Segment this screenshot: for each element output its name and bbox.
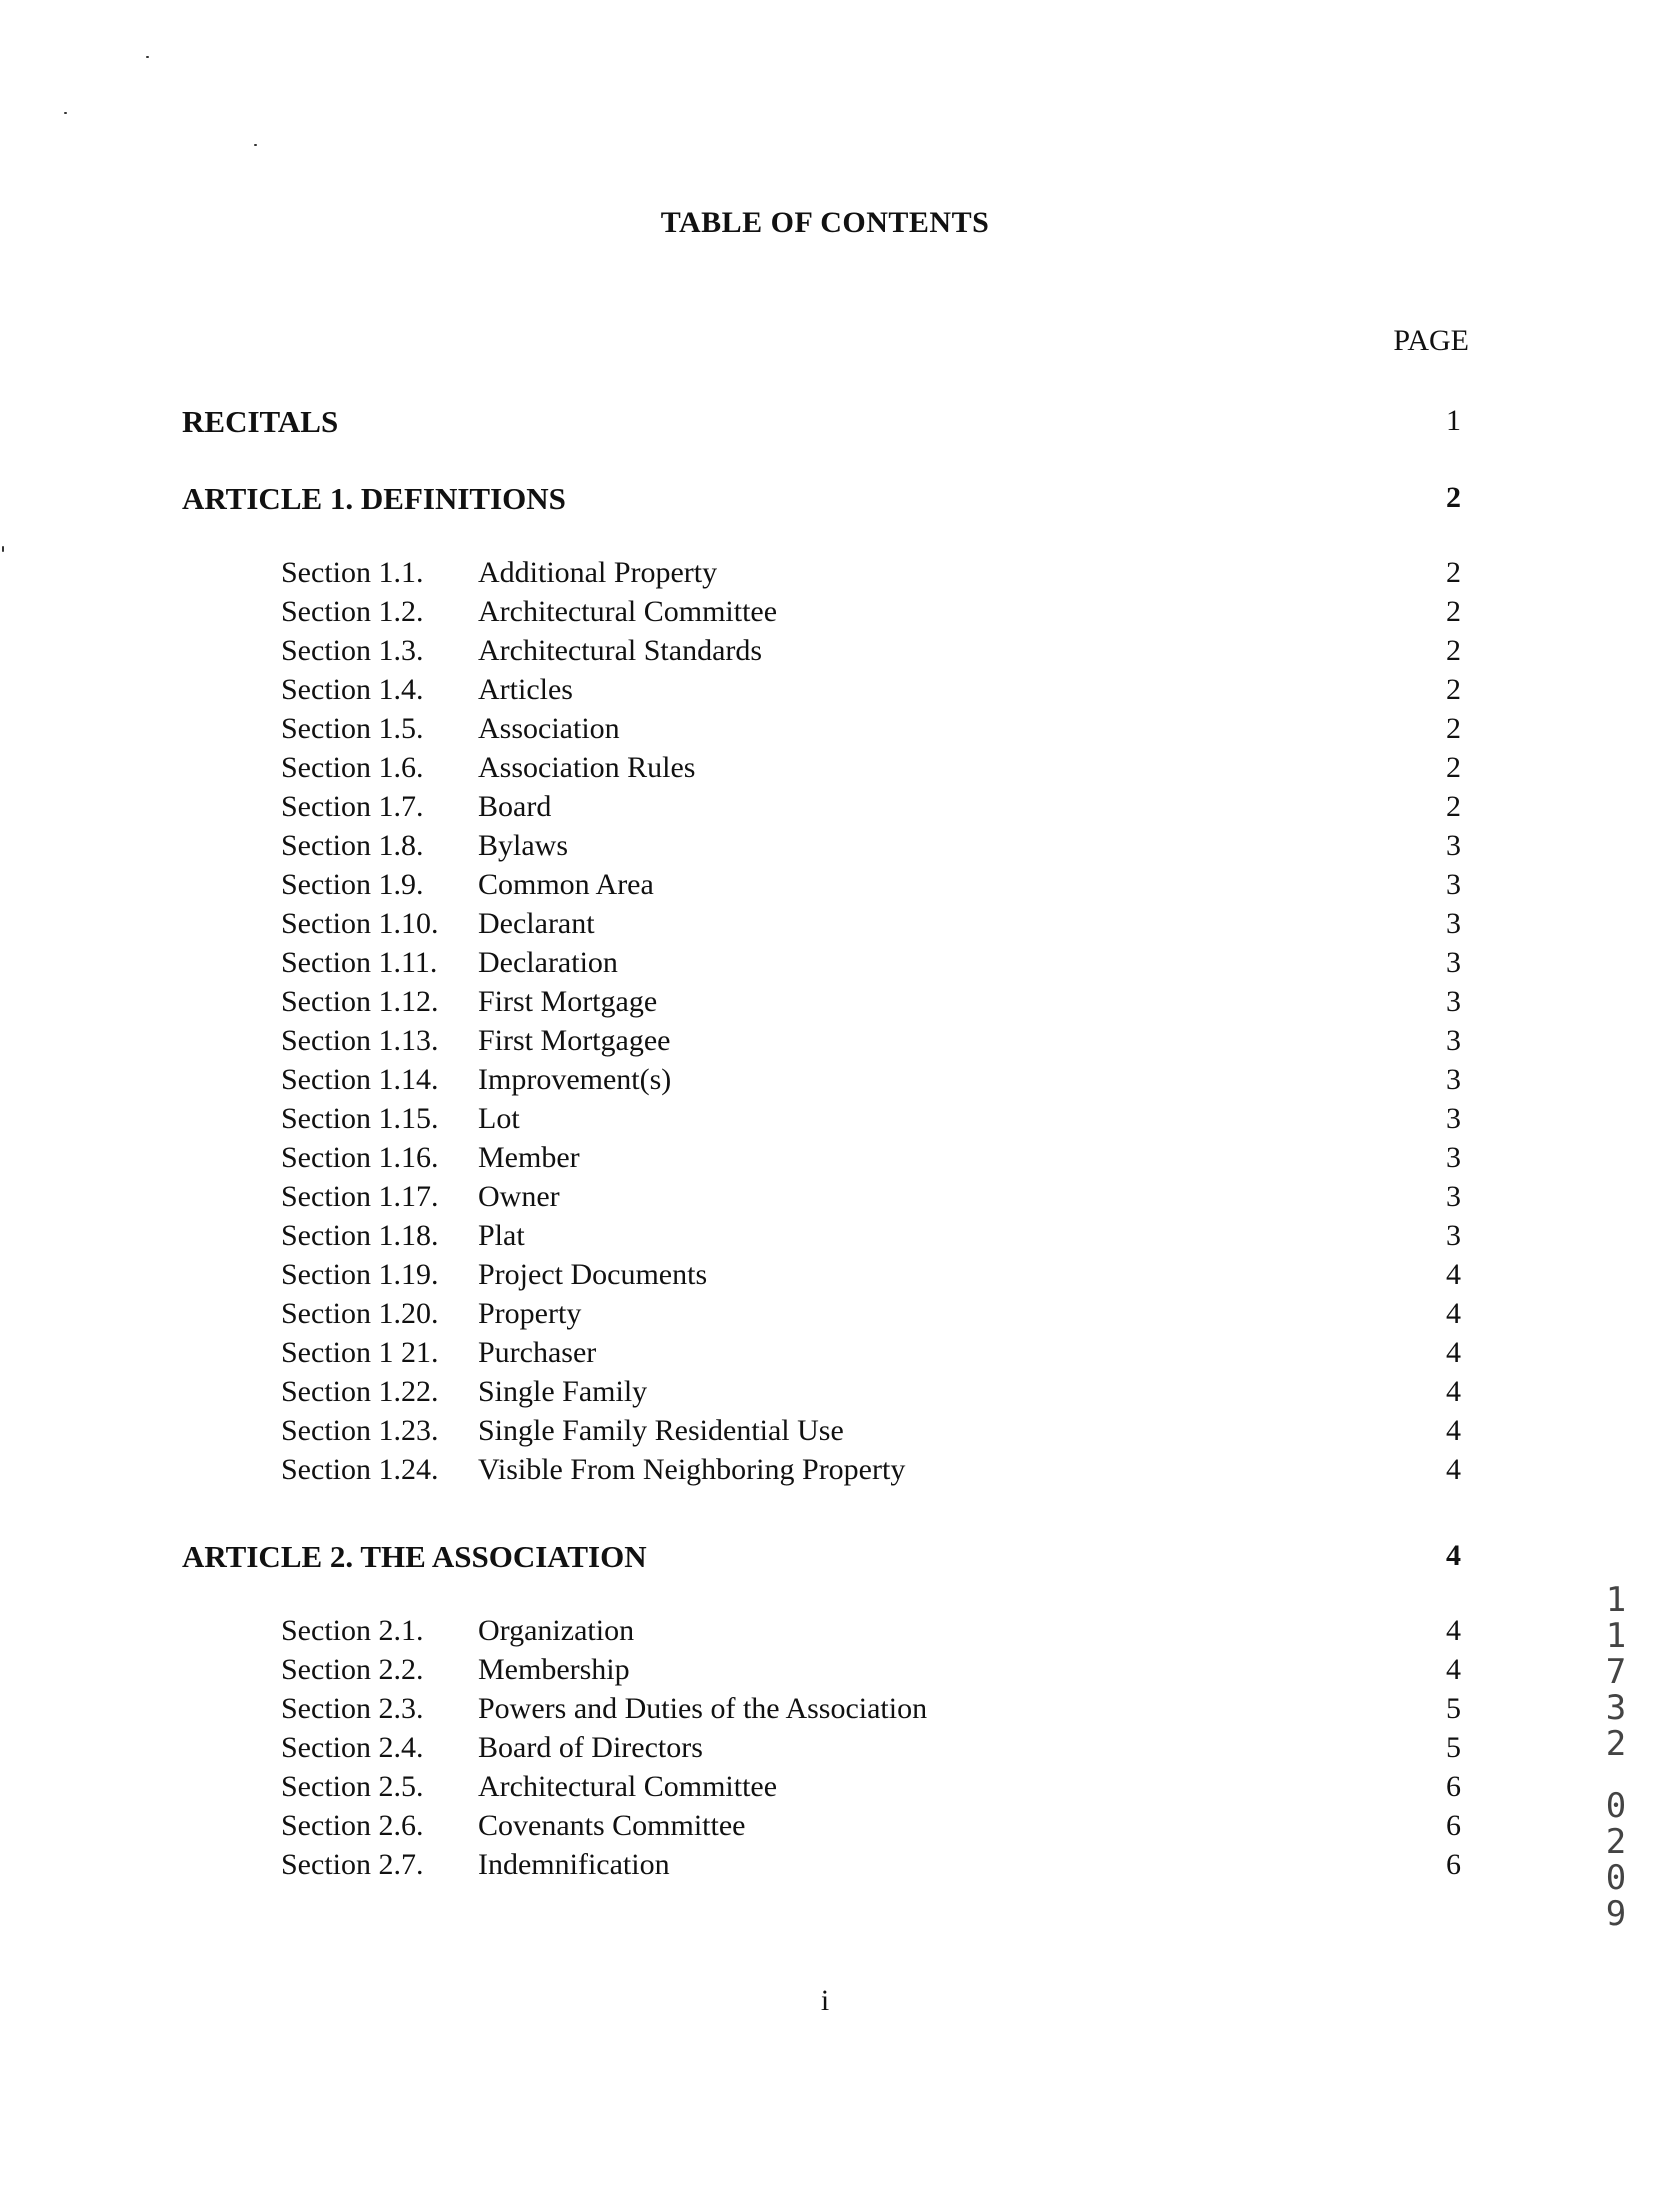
section-page: 3 bbox=[1446, 1141, 1461, 1174]
section-page: 4 bbox=[1446, 1375, 1461, 1408]
scan-speck bbox=[146, 56, 149, 58]
stamp-digit: 2 bbox=[1605, 1822, 1627, 1862]
article-heading: ARTICLE 1. DEFINITIONS bbox=[182, 481, 566, 516]
section-page: 3 bbox=[1446, 1024, 1461, 1057]
stamp-digit: 9 bbox=[1605, 1894, 1627, 1934]
scan-speck bbox=[2, 546, 4, 552]
section-number: Section 1.10. bbox=[281, 907, 439, 940]
page-number: i bbox=[820, 1984, 830, 2017]
toc-section-row[interactable] bbox=[0, 1770, 1673, 1810]
section-number: Section 1.15. bbox=[281, 1102, 439, 1135]
section-number: Section 1.13. bbox=[281, 1024, 439, 1057]
toc-section-row[interactable] bbox=[0, 1848, 1673, 1888]
section-number: Section 1.4. bbox=[281, 673, 424, 706]
section-page: 3 bbox=[1446, 985, 1461, 1018]
section-page: 3 bbox=[1446, 1180, 1461, 1213]
toc-section-row[interactable] bbox=[0, 1375, 1673, 1415]
toc-section-row[interactable] bbox=[0, 712, 1673, 752]
section-title: Visible From Neighboring Property bbox=[478, 1453, 906, 1486]
section-page: 2 bbox=[1446, 634, 1461, 667]
section-number: Section 1.3. bbox=[281, 634, 424, 667]
section-page: 4 bbox=[1446, 1336, 1461, 1369]
section-number: Section 2.2. bbox=[281, 1653, 424, 1686]
section-number: Section 1.7. bbox=[281, 790, 424, 823]
section-number: Section 1.14. bbox=[281, 1063, 439, 1096]
section-number: Section 1.6. bbox=[281, 751, 424, 784]
section-page: 4 bbox=[1446, 1453, 1461, 1486]
section-page: 2 bbox=[1446, 673, 1461, 706]
toc-section-row[interactable] bbox=[0, 868, 1673, 908]
toc-entry-label: RECITALS bbox=[182, 404, 339, 439]
toc-section-row[interactable] bbox=[0, 1297, 1673, 1337]
article-page: 2 bbox=[1446, 481, 1461, 514]
section-number: Section 1.9. bbox=[281, 868, 424, 901]
section-page: 4 bbox=[1446, 1414, 1461, 1447]
section-number: Section 1.8. bbox=[281, 829, 424, 862]
section-number: Section 2.5. bbox=[281, 1770, 424, 1803]
section-number: Section 1.23. bbox=[281, 1414, 439, 1447]
section-number: Section 2.3. bbox=[281, 1692, 424, 1725]
section-page: 3 bbox=[1446, 907, 1461, 940]
section-page: 3 bbox=[1446, 1063, 1461, 1096]
section-title: Indemnification bbox=[478, 1848, 670, 1881]
margin-document-stamp bbox=[1600, 1582, 1632, 1932]
toc-section-row[interactable] bbox=[0, 1258, 1673, 1298]
section-number: Section 1.1. bbox=[281, 556, 424, 589]
toc-section-row[interactable] bbox=[0, 1453, 1673, 1493]
section-number: Section 1.17. bbox=[281, 1180, 439, 1213]
section-page: 2 bbox=[1446, 790, 1461, 823]
section-title: Powers and Duties of the Association bbox=[478, 1692, 928, 1725]
page-column-header: PAGE bbox=[1393, 324, 1469, 357]
section-page: 2 bbox=[1446, 556, 1461, 589]
toc-section-row[interactable] bbox=[0, 1809, 1673, 1849]
toc-section-row[interactable] bbox=[0, 985, 1673, 1025]
section-title: Single Family Residential Use bbox=[478, 1414, 844, 1447]
section-page: 2 bbox=[1446, 751, 1461, 784]
section-title: Bylaws bbox=[478, 829, 568, 862]
toc-section-row[interactable] bbox=[0, 595, 1673, 635]
section-title: Association Rules bbox=[478, 751, 696, 784]
section-title: Covenants Committee bbox=[478, 1809, 746, 1842]
section-title: Improvement(s) bbox=[478, 1063, 672, 1096]
toc-article-2[interactable] bbox=[0, 1539, 1673, 1579]
stamp-digit: 1 bbox=[1605, 1616, 1627, 1656]
toc-section-row[interactable] bbox=[0, 556, 1673, 596]
section-number: Section 1.20. bbox=[281, 1297, 439, 1330]
toc-entry-recitals[interactable] bbox=[0, 404, 1673, 444]
section-page: 3 bbox=[1446, 1102, 1461, 1135]
toc-article-1[interactable] bbox=[0, 481, 1673, 521]
section-number: Section 1 21. bbox=[281, 1336, 439, 1369]
section-page: 6 bbox=[1446, 1809, 1461, 1842]
scan-speck bbox=[64, 112, 67, 114]
toc-entry-page: 1 bbox=[1446, 404, 1461, 437]
section-number: Section 1.12. bbox=[281, 985, 439, 1018]
section-title: Purchaser bbox=[478, 1336, 597, 1369]
section-number: Section 1.22. bbox=[281, 1375, 439, 1408]
section-title: Architectural Standards bbox=[478, 634, 763, 667]
section-title: Plat bbox=[478, 1219, 525, 1252]
toc-section-row[interactable] bbox=[0, 946, 1673, 986]
section-title: Owner bbox=[478, 1180, 560, 1213]
section-page: 4 bbox=[1446, 1614, 1461, 1647]
section-page: 4 bbox=[1446, 1653, 1461, 1686]
section-title: Declarant bbox=[478, 907, 595, 940]
stamp-digit: 3 bbox=[1605, 1688, 1627, 1728]
toc-section-row[interactable] bbox=[0, 1219, 1673, 1259]
section-number: Section 1.2. bbox=[281, 595, 424, 628]
section-title: Organization bbox=[478, 1614, 635, 1647]
stamp-digit: 0 bbox=[1605, 1858, 1627, 1898]
section-page: 4 bbox=[1446, 1258, 1461, 1291]
section-page: 6 bbox=[1446, 1770, 1461, 1803]
section-page: 3 bbox=[1446, 946, 1461, 979]
toc-section-row[interactable] bbox=[0, 829, 1673, 869]
section-page: 5 bbox=[1446, 1731, 1461, 1764]
section-page: 3 bbox=[1446, 1219, 1461, 1252]
toc-section-row[interactable] bbox=[0, 1336, 1673, 1376]
section-title: Lot bbox=[478, 1102, 520, 1135]
section-title: Association bbox=[478, 712, 620, 745]
section-number: Section 2.7. bbox=[281, 1848, 424, 1881]
section-number: Section 1.19. bbox=[281, 1258, 439, 1291]
toc-section-row[interactable] bbox=[0, 1102, 1673, 1142]
stamp-digit: 1 bbox=[1605, 1580, 1627, 1620]
section-title: Project Documents bbox=[478, 1258, 708, 1291]
section-title: Additional Property bbox=[478, 556, 718, 589]
section-number: Section 1.11. bbox=[281, 946, 438, 979]
stamp-gap bbox=[1600, 1762, 1632, 1788]
article-heading: ARTICLE 2. THE ASSOCIATION bbox=[182, 1539, 647, 1574]
section-number: Section 1.24. bbox=[281, 1453, 439, 1486]
section-page: 5 bbox=[1446, 1692, 1461, 1725]
section-title: Membership bbox=[478, 1653, 630, 1686]
section-title: Declaration bbox=[478, 946, 618, 979]
toc-section-row[interactable] bbox=[0, 1688, 1673, 1732]
section-number: Section 1.18. bbox=[281, 1219, 439, 1252]
section-page: 3 bbox=[1446, 868, 1461, 901]
toc-section-row[interactable] bbox=[0, 1180, 1673, 1220]
section-title: Member bbox=[478, 1141, 580, 1174]
section-title: Single Family bbox=[478, 1375, 648, 1408]
article-page: 4 bbox=[1446, 1539, 1461, 1572]
section-page: 3 bbox=[1446, 829, 1461, 862]
toc-section-row[interactable] bbox=[0, 1653, 1673, 1693]
section-title: First Mortgagee bbox=[478, 1024, 671, 1057]
stamp-digit: 2 bbox=[1605, 1724, 1627, 1764]
section-number: Section 2.6. bbox=[281, 1809, 424, 1842]
section-page: 2 bbox=[1446, 712, 1461, 745]
toc-section-row[interactable] bbox=[0, 1141, 1673, 1181]
section-number: Section 2.4. bbox=[281, 1731, 424, 1764]
section-title: Architectural Committee bbox=[478, 1770, 778, 1803]
section-number: Section 1.16. bbox=[281, 1141, 439, 1174]
toc-section-row[interactable] bbox=[0, 751, 1673, 791]
section-title: Articles bbox=[478, 673, 573, 706]
section-number: Section 1.5. bbox=[281, 712, 424, 745]
stamp-digit: 7 bbox=[1605, 1652, 1627, 1692]
section-title: Board of Directors bbox=[478, 1731, 703, 1764]
toc-section-row[interactable] bbox=[0, 790, 1673, 830]
section-number: Section 2.1. bbox=[281, 1614, 424, 1647]
toc-section-row[interactable] bbox=[0, 1614, 1673, 1654]
toc-section-row[interactable] bbox=[0, 1063, 1673, 1103]
toc-section-row[interactable] bbox=[0, 1024, 1673, 1064]
scan-speck bbox=[254, 144, 257, 146]
section-page: 4 bbox=[1446, 1297, 1461, 1330]
section-title: Common Area bbox=[478, 868, 654, 901]
document-title: TABLE OF CONTENTS bbox=[660, 206, 990, 239]
section-title: Architectural Committee bbox=[478, 595, 778, 628]
section-page: 6 bbox=[1446, 1848, 1461, 1881]
toc-section-row[interactable] bbox=[0, 907, 1673, 947]
section-title: First Mortgage bbox=[478, 985, 658, 1018]
section-title: Board bbox=[478, 790, 552, 823]
section-page: 2 bbox=[1446, 595, 1461, 628]
toc-section-row[interactable] bbox=[0, 1414, 1673, 1454]
toc-section-row[interactable] bbox=[0, 634, 1673, 674]
section-title: Property bbox=[478, 1297, 582, 1330]
stamp-digit: 0 bbox=[1605, 1786, 1627, 1826]
toc-section-row[interactable] bbox=[0, 673, 1673, 713]
toc-section-row[interactable] bbox=[0, 1731, 1673, 1771]
